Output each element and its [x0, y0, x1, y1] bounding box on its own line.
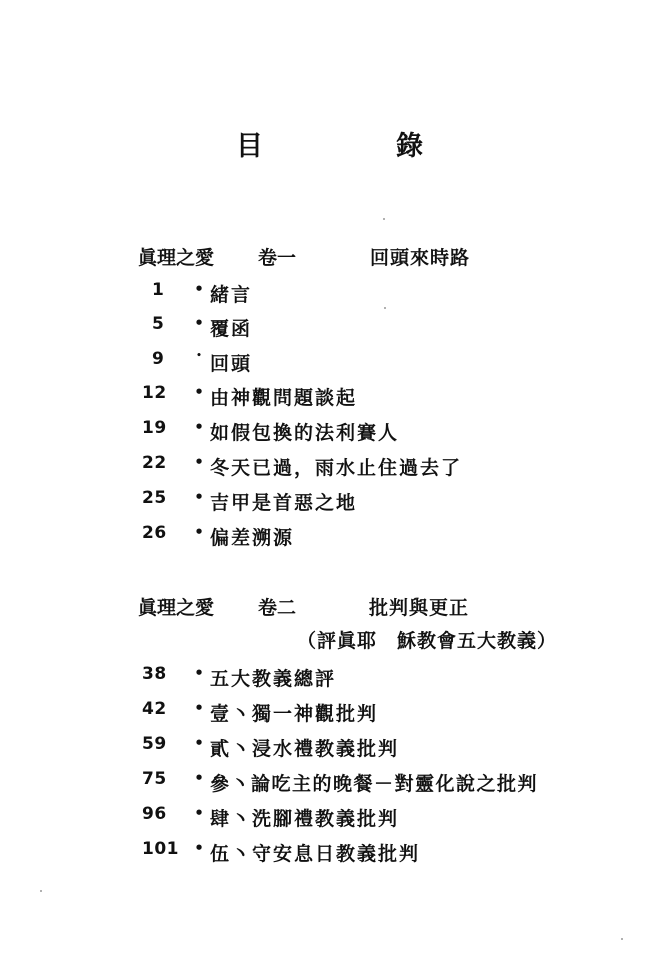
entry-title: 肆丶洗腳禮教義批判	[210, 808, 400, 830]
entry-page-number: 75	[142, 769, 167, 789]
scan-speck	[621, 938, 623, 940]
bullet-icon: •	[194, 734, 204, 752]
section-2-header	[138, 593, 470, 620]
entry-title: 貳丶浸水禮教義批判	[210, 738, 400, 760]
bullet-icon: •	[194, 280, 204, 298]
entry-page-number: 59	[142, 734, 167, 754]
entry-title: 由神觀問題談起	[210, 387, 358, 409]
entry-page-number: 9	[152, 349, 165, 369]
entry-title: 冬天已過，雨水止住過去了	[210, 457, 463, 479]
bullet-icon: •	[194, 383, 204, 401]
entry-title: 回頭	[210, 353, 253, 375]
bullet-icon: •	[194, 523, 204, 541]
bullet-icon: •	[194, 453, 204, 471]
entry-page-number: 38	[142, 664, 167, 684]
entry-title: 偏差溯源	[210, 527, 295, 549]
section-2-name: 批判與更正	[369, 597, 470, 619]
entry-title: 參丶論吃主的晚餐－對靈化說之批判	[210, 773, 539, 795]
toc-title-right: 錄	[396, 131, 425, 162]
entry-title: 緒言	[210, 284, 253, 306]
bullet-icon: •	[194, 839, 204, 857]
section-2-volume: 卷二	[258, 597, 297, 619]
bullet-icon: •	[194, 804, 204, 822]
entry-title: 伍丶守安息日教義批判	[210, 843, 421, 865]
entry-page-number: 42	[142, 699, 167, 719]
entry-page-number: 26	[142, 523, 167, 543]
section-1-header	[138, 243, 471, 270]
entry-page-number: 101	[142, 839, 179, 859]
entry-page-number: 1	[152, 280, 165, 300]
entry-page-number: 12	[142, 383, 167, 403]
section-1-label: 眞理之愛	[138, 247, 215, 269]
entry-page-number: 25	[142, 488, 167, 508]
entry-title: 吉甲是首惡之地	[210, 492, 358, 514]
bullet-icon: •	[194, 488, 204, 506]
scan-speck	[383, 218, 385, 220]
bullet-icon: •	[194, 314, 204, 332]
entry-title: 五大教義總評	[210, 668, 337, 690]
bullet-icon: •	[194, 769, 204, 787]
section-2-subtitle: （評眞耶 穌教會五大教義）	[297, 630, 558, 652]
entry-page-number: 96	[142, 804, 167, 824]
bullet-icon: •	[194, 664, 204, 682]
section-1-name: 回頭來時路	[370, 247, 471, 269]
section-1-volume: 卷一	[258, 247, 297, 269]
scan-speck	[384, 307, 386, 309]
entry-page-number: 22	[142, 453, 167, 473]
entry-title: 覆函	[210, 318, 253, 340]
entry-page-number: 19	[142, 418, 167, 438]
bullet-icon: •	[194, 699, 204, 717]
bullet-icon: •	[194, 418, 204, 436]
toc-title-left: 目	[236, 131, 265, 162]
scan-speck	[40, 890, 42, 892]
entry-title: 如假包換的法利賽人	[210, 422, 400, 444]
entry-page-number: 5	[152, 314, 165, 334]
bullet-icon: •	[196, 351, 202, 361]
entry-title: 壹丶獨一神觀批判	[210, 703, 379, 725]
section-2-label: 眞理之愛	[138, 597, 215, 619]
